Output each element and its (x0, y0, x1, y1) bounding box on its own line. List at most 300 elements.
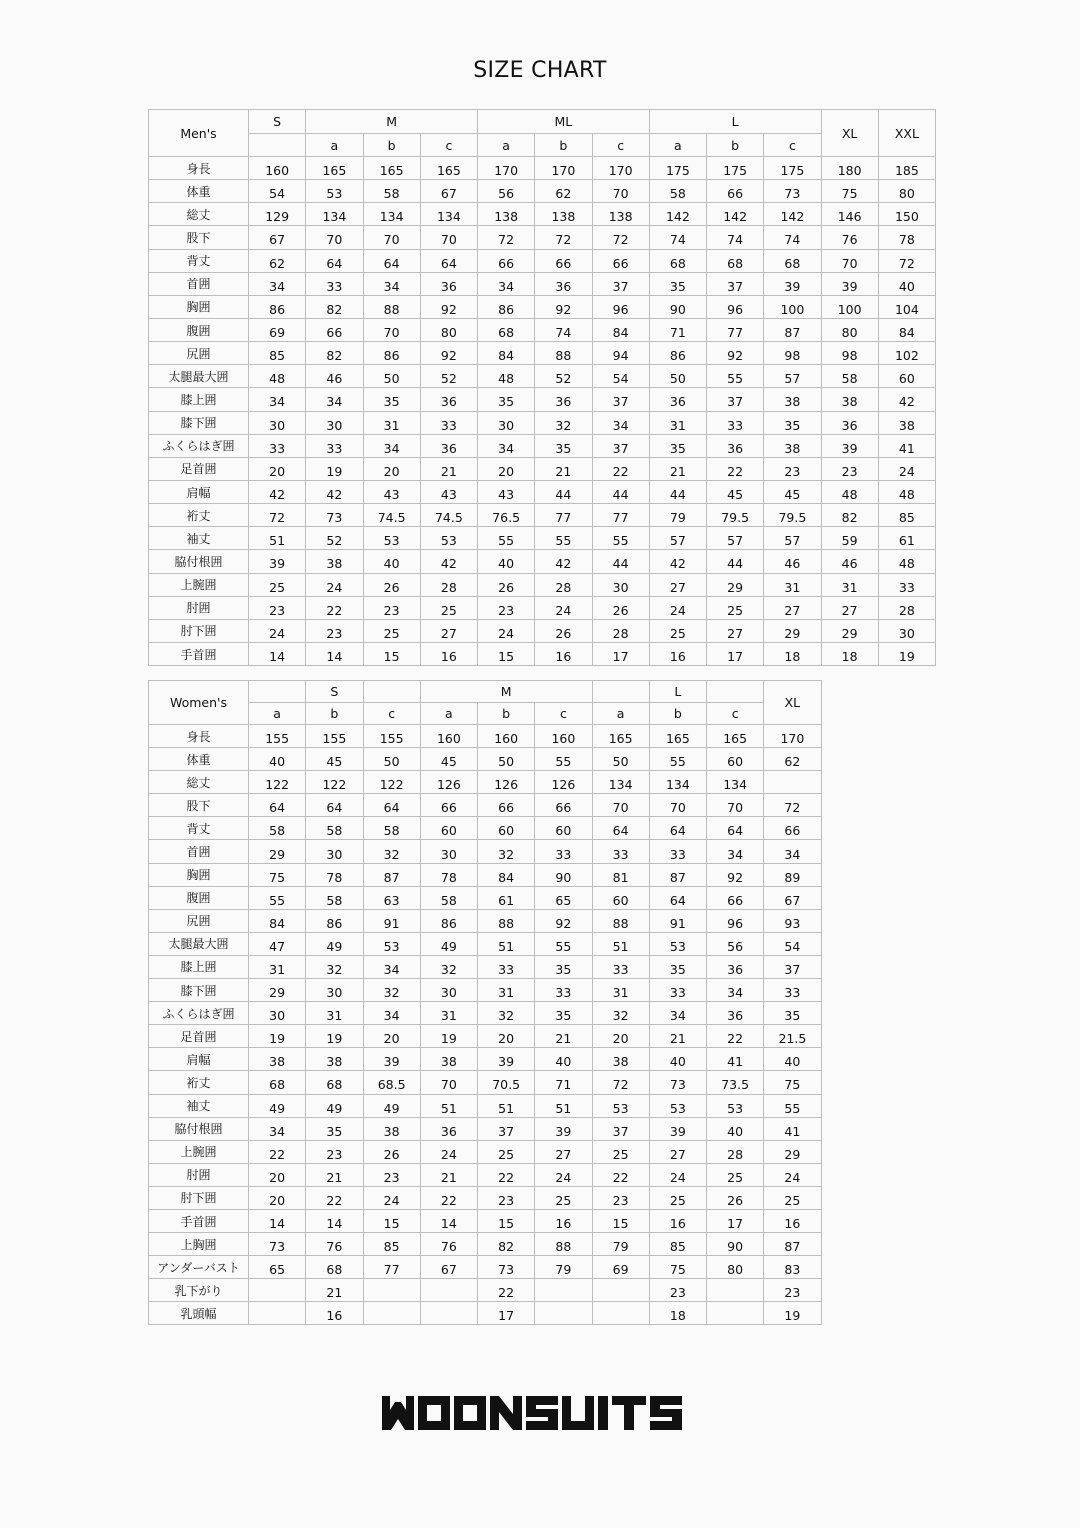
table-cell: 40 (249, 748, 306, 771)
table-row (149, 1163, 822, 1186)
table-cell: 33 (878, 573, 935, 596)
table-cell: 51 (249, 527, 306, 550)
table-cell: 30 (249, 411, 306, 434)
table-cell: 23 (478, 1186, 535, 1209)
table-cell: 45 (306, 748, 363, 771)
table-cell (420, 1302, 477, 1325)
table-row (149, 318, 936, 341)
table-row (149, 365, 936, 388)
table-cell: 36 (420, 272, 477, 295)
table-cell: 49 (249, 1094, 306, 1117)
table-row (149, 748, 822, 771)
table-cell: 34 (249, 388, 306, 411)
table-cell: 86 (306, 909, 363, 932)
table-cell: 122 (363, 771, 420, 794)
table-cell: 53 (707, 1094, 764, 1117)
table-cell: 32 (306, 955, 363, 978)
table-cell: 51 (535, 1094, 592, 1117)
table-cell: 25 (764, 1186, 821, 1209)
table-cell: 38 (764, 388, 821, 411)
table-cell: 56 (478, 180, 535, 203)
table-cell: 43 (478, 480, 535, 503)
table-cell: 104 (878, 295, 935, 318)
table-cell: 34 (363, 434, 420, 457)
table-cell: 36 (420, 1117, 477, 1140)
table-cell: 86 (363, 342, 420, 365)
page-title: SIZE CHART (473, 58, 607, 83)
variant-header: c (764, 134, 821, 157)
table-row (149, 1233, 822, 1256)
table-cell: 40 (878, 272, 935, 295)
table-cell: 42 (878, 388, 935, 411)
table-cell: 66 (707, 180, 764, 203)
table-cell: 49 (363, 1094, 420, 1117)
table-cell: 72 (878, 249, 935, 272)
table-cell: 25 (420, 596, 477, 619)
table-cell: 53 (306, 180, 363, 203)
table-cell: 72 (249, 504, 306, 527)
table-cell: 68 (707, 249, 764, 272)
table-row (149, 550, 936, 573)
table-cell: 24 (535, 596, 592, 619)
table-cell: 24 (478, 619, 535, 642)
measurement-label: 膝上囲 (149, 955, 249, 978)
table-cell: 92 (420, 342, 477, 365)
table-cell: 32 (420, 955, 477, 978)
table-cell: 94 (592, 342, 649, 365)
table-cell: 165 (306, 157, 363, 180)
table-cell: 40 (707, 1117, 764, 1140)
table-cell: 55 (535, 932, 592, 955)
table-cell: 18 (821, 642, 878, 665)
table-row (149, 1071, 822, 1094)
measurement-label: 首囲 (149, 840, 249, 863)
table-cell: 16 (649, 642, 706, 665)
table-cell: 67 (764, 886, 821, 909)
table-cell: 76.5 (478, 504, 535, 527)
table-cell: 39 (363, 1048, 420, 1071)
table-cell: 50 (592, 748, 649, 771)
measurement-label: 膝下囲 (149, 411, 249, 434)
table-cell: 83 (764, 1256, 821, 1279)
table-cell: 85 (649, 1233, 706, 1256)
table-cell (249, 1279, 306, 1302)
table-cell: 19 (420, 1025, 477, 1048)
table-row (149, 249, 936, 272)
table-cell: 26 (363, 1140, 420, 1163)
table-cell: 155 (363, 725, 420, 748)
table-cell: 96 (592, 295, 649, 318)
table-cell: 32 (535, 411, 592, 434)
table-cell: 70 (592, 794, 649, 817)
table-cell: 88 (363, 295, 420, 318)
table-cell: 33 (764, 979, 821, 1002)
table-cell: 24 (649, 1163, 706, 1186)
table-cell: 23 (363, 1163, 420, 1186)
table-cell: 54 (592, 365, 649, 388)
table-cell: 73 (649, 1071, 706, 1094)
table-row (149, 203, 936, 226)
table-cell: 60 (535, 817, 592, 840)
table-cell: 77 (535, 504, 592, 527)
table-cell: 32 (478, 1002, 535, 1025)
table-cell: 87 (764, 1233, 821, 1256)
table-cell: 84 (478, 342, 535, 365)
table-cell: 31 (478, 979, 535, 1002)
table-cell: 170 (592, 157, 649, 180)
table-cell: 64 (249, 794, 306, 817)
table-cell: 185 (878, 157, 935, 180)
table-cell: 24 (249, 619, 306, 642)
table-cell: 34 (363, 1002, 420, 1025)
measurement-label: 乳下がり (149, 1279, 249, 1302)
table-cell (249, 1302, 306, 1325)
table-cell: 33 (249, 434, 306, 457)
table-cell: 48 (878, 550, 935, 573)
table-cell: 98 (764, 342, 821, 365)
table-cell: 72 (764, 794, 821, 817)
table-cell: 58 (821, 365, 878, 388)
table-cell (764, 771, 821, 794)
measurement-label: 裄丈 (149, 504, 249, 527)
table-cell: 70 (592, 180, 649, 203)
table-cell: 91 (649, 909, 706, 932)
table-cell: 16 (306, 1302, 363, 1325)
table-row (149, 434, 936, 457)
table-row (149, 955, 822, 978)
table-cell: 160 (478, 725, 535, 748)
table-cell: 78 (878, 226, 935, 249)
table-cell: 59 (821, 527, 878, 550)
size-group-header (707, 681, 764, 703)
size-group-header: M (306, 110, 478, 134)
table-cell: 36 (707, 434, 764, 457)
table-row (149, 480, 936, 503)
table-cell: 24 (363, 1186, 420, 1209)
table-cell: 40 (363, 550, 420, 573)
table-cell: 73.5 (707, 1071, 764, 1094)
table-cell: 58 (306, 817, 363, 840)
table-cell: 49 (420, 932, 477, 955)
table-cell: 60 (878, 365, 935, 388)
table-cell: 35 (764, 1002, 821, 1025)
table-cell: 35 (535, 1002, 592, 1025)
table-cell: 134 (592, 771, 649, 794)
variant-header: b (535, 134, 592, 157)
table-row (149, 1279, 822, 1302)
table-row (149, 1094, 822, 1117)
table-cell: 180 (821, 157, 878, 180)
table-cell: 37 (592, 388, 649, 411)
table-cell: 38 (764, 434, 821, 457)
table-cell: 49 (306, 932, 363, 955)
table-cell: 49 (306, 1094, 363, 1117)
table-cell: 22 (707, 1025, 764, 1048)
table-cell: 48 (478, 365, 535, 388)
table-cell: 31 (249, 955, 306, 978)
table-cell: 27 (707, 619, 764, 642)
table-cell: 37 (592, 1117, 649, 1140)
measurement-label: 総丈 (149, 203, 249, 226)
measurement-label: 足首囲 (149, 457, 249, 480)
table-cell (707, 1279, 764, 1302)
table-cell: 58 (249, 817, 306, 840)
measurement-label: 乳頭幅 (149, 1302, 249, 1325)
table-cell: 47 (249, 932, 306, 955)
table-cell: 36 (535, 272, 592, 295)
table-row (149, 1048, 822, 1071)
table-row (149, 886, 822, 909)
measurement-label: ふくらはぎ囲 (149, 1002, 249, 1025)
measurement-label: 首囲 (149, 272, 249, 295)
table-cell: 34 (249, 272, 306, 295)
table-cell: 62 (764, 748, 821, 771)
table-cell: 25 (249, 573, 306, 596)
table-cell: 56 (707, 932, 764, 955)
table-cell: 30 (478, 411, 535, 434)
table-cell: 70 (363, 318, 420, 341)
table-cell: 46 (764, 550, 821, 573)
table-cell: 27 (420, 619, 477, 642)
table-cell: 57 (764, 527, 821, 550)
variant-header: c (707, 703, 764, 725)
table-row (149, 295, 936, 318)
table-cell: 126 (478, 771, 535, 794)
table-cell: 73 (249, 1233, 306, 1256)
table-cell: 66 (535, 249, 592, 272)
table-cell: 61 (478, 886, 535, 909)
mens-size-table (148, 109, 936, 666)
table-row (149, 863, 822, 886)
size-group-header: S (306, 681, 363, 703)
table-cell: 33 (649, 840, 706, 863)
table-row (149, 840, 822, 863)
table-cell: 72 (535, 226, 592, 249)
table-cell (707, 1302, 764, 1325)
measurement-label: 尻囲 (149, 342, 249, 365)
table-cell: 88 (535, 342, 592, 365)
table-cell: 55 (535, 748, 592, 771)
table-cell: 66 (535, 794, 592, 817)
table-cell: 88 (535, 1233, 592, 1256)
table-cell: 44 (592, 550, 649, 573)
table-cell: 54 (249, 180, 306, 203)
table-cell: 36 (821, 411, 878, 434)
table-cell: 80 (821, 318, 878, 341)
table-cell: 155 (306, 725, 363, 748)
table-cell: 20 (249, 457, 306, 480)
table-cell: 36 (707, 1002, 764, 1025)
table-cell: 24 (878, 457, 935, 480)
table-cell: 91 (363, 909, 420, 932)
size-group-header: M (420, 681, 592, 703)
table-cell: 70 (821, 249, 878, 272)
table-cell: 33 (592, 840, 649, 863)
table-cell: 37 (707, 272, 764, 295)
table-cell: 85 (249, 342, 306, 365)
table-cell: 55 (478, 527, 535, 550)
table-cell: 27 (821, 596, 878, 619)
table-cell: 17 (707, 642, 764, 665)
table-cell: 55 (707, 365, 764, 388)
table-cell: 87 (649, 863, 706, 886)
table-cell: 146 (821, 203, 878, 226)
measurement-label: 肘下囲 (149, 1186, 249, 1209)
table-cell: 98 (821, 342, 878, 365)
table-cell: 38 (249, 1048, 306, 1071)
table-cell: 73 (306, 504, 363, 527)
table-cell: 42 (420, 550, 477, 573)
table-cell: 70 (420, 1071, 477, 1094)
table-cell: 86 (249, 295, 306, 318)
table-cell: 42 (649, 550, 706, 573)
table-cell: 48 (878, 480, 935, 503)
table-row (149, 342, 936, 365)
table-cell: 17 (707, 1209, 764, 1232)
table-cell: 35 (363, 388, 420, 411)
table-row (149, 642, 936, 665)
measurement-label: 腹囲 (149, 886, 249, 909)
size-group-header (592, 681, 649, 703)
table-cell: 142 (649, 203, 706, 226)
table-cell: 26 (363, 573, 420, 596)
table-cell: 100 (764, 295, 821, 318)
size-group-header: S (249, 110, 306, 134)
table-cell: 26 (535, 619, 592, 642)
measurement-label: 太腿最大囲 (149, 365, 249, 388)
table-cell: 44 (535, 480, 592, 503)
table-cell: 38 (363, 1117, 420, 1140)
table-cell: 86 (420, 909, 477, 932)
header-row-sizes (149, 681, 822, 703)
table-cell: 34 (592, 411, 649, 434)
table-cell: 22 (249, 1140, 306, 1163)
table-cell: 55 (249, 886, 306, 909)
table-cell: 20 (592, 1025, 649, 1048)
table-cell: 78 (306, 863, 363, 886)
table-cell (535, 1302, 592, 1325)
table-cell: 30 (249, 1002, 306, 1025)
measurement-label: 肘囲 (149, 1163, 249, 1186)
table-cell: 32 (363, 979, 420, 1002)
table-cell: 50 (478, 748, 535, 771)
table-cell: 79.5 (707, 504, 764, 527)
table-cell: 17 (592, 642, 649, 665)
table-cell: 58 (420, 886, 477, 909)
table-cell: 92 (707, 342, 764, 365)
table-row (149, 725, 822, 748)
table-cell: 33 (649, 979, 706, 1002)
table-cell: 96 (707, 295, 764, 318)
table-row (149, 457, 936, 480)
table-cell: 33 (592, 955, 649, 978)
measurement-label: 膝下囲 (149, 979, 249, 1002)
table-cell: 68 (764, 249, 821, 272)
table-cell: 71 (535, 1071, 592, 1094)
table-cell: 35 (649, 955, 706, 978)
table-label: Women's (149, 681, 249, 725)
table-label: Men's (149, 110, 249, 157)
table-row (149, 596, 936, 619)
table-cell: 38 (420, 1048, 477, 1071)
table-cell: 35 (306, 1117, 363, 1140)
table-cell: 35 (649, 272, 706, 295)
table-cell (535, 1279, 592, 1302)
table-cell: 68 (649, 249, 706, 272)
table-cell: 22 (420, 1186, 477, 1209)
table-cell: 45 (420, 748, 477, 771)
table-cell: 74.5 (363, 504, 420, 527)
table-cell: 22 (592, 457, 649, 480)
table-cell: 35 (764, 411, 821, 434)
measurement-label: 背丈 (149, 817, 249, 840)
table-cell: 28 (592, 619, 649, 642)
table-cell: 70 (649, 794, 706, 817)
table-cell: 142 (707, 203, 764, 226)
table-row (149, 527, 936, 550)
table-cell: 37 (764, 955, 821, 978)
table-cell: 42 (306, 480, 363, 503)
table-cell: 64 (306, 794, 363, 817)
table-cell: 39 (821, 272, 878, 295)
table-cell: 87 (764, 318, 821, 341)
table-cell: 102 (878, 342, 935, 365)
table-cell: 32 (592, 1002, 649, 1025)
table-cell: 69 (592, 1256, 649, 1279)
table-cell: 72 (592, 1071, 649, 1094)
table-cell: 75 (764, 1071, 821, 1094)
measurement-label: アンダーバスト (149, 1256, 249, 1279)
table-cell: 22 (306, 1186, 363, 1209)
table-cell: 54 (764, 932, 821, 955)
table-cell: 15 (478, 642, 535, 665)
table-cell: 45 (707, 480, 764, 503)
table-cell: 21 (420, 457, 477, 480)
table-cell: 68 (306, 1256, 363, 1279)
table-cell: 26 (592, 596, 649, 619)
table-cell: 36 (649, 388, 706, 411)
table-cell: 58 (306, 886, 363, 909)
table-row (149, 1140, 822, 1163)
table-cell: 34 (363, 955, 420, 978)
table-cell: 41 (764, 1117, 821, 1140)
table-cell: 34 (707, 979, 764, 1002)
table-cell: 39 (649, 1117, 706, 1140)
size-header: XL (764, 681, 821, 725)
table-cell: 134 (707, 771, 764, 794)
variant-header: c (592, 134, 649, 157)
table-cell: 53 (420, 527, 477, 550)
table-cell: 160 (535, 725, 592, 748)
table-cell: 29 (249, 979, 306, 1002)
table-cell: 19 (249, 1025, 306, 1048)
table-cell: 20 (363, 1025, 420, 1048)
size-group-header (363, 681, 420, 703)
table-row (149, 1209, 822, 1232)
table-cell: 76 (821, 226, 878, 249)
table-cell: 26 (478, 573, 535, 596)
table-cell: 32 (363, 840, 420, 863)
table-cell: 79 (592, 1233, 649, 1256)
table-cell: 87 (363, 863, 420, 886)
table-cell: 50 (363, 748, 420, 771)
table-cell: 43 (420, 480, 477, 503)
measurement-label: 手首囲 (149, 1209, 249, 1232)
table-cell: 77 (363, 1256, 420, 1279)
table-cell: 90 (535, 863, 592, 886)
table-cell: 64 (363, 249, 420, 272)
table-cell: 165 (707, 725, 764, 748)
